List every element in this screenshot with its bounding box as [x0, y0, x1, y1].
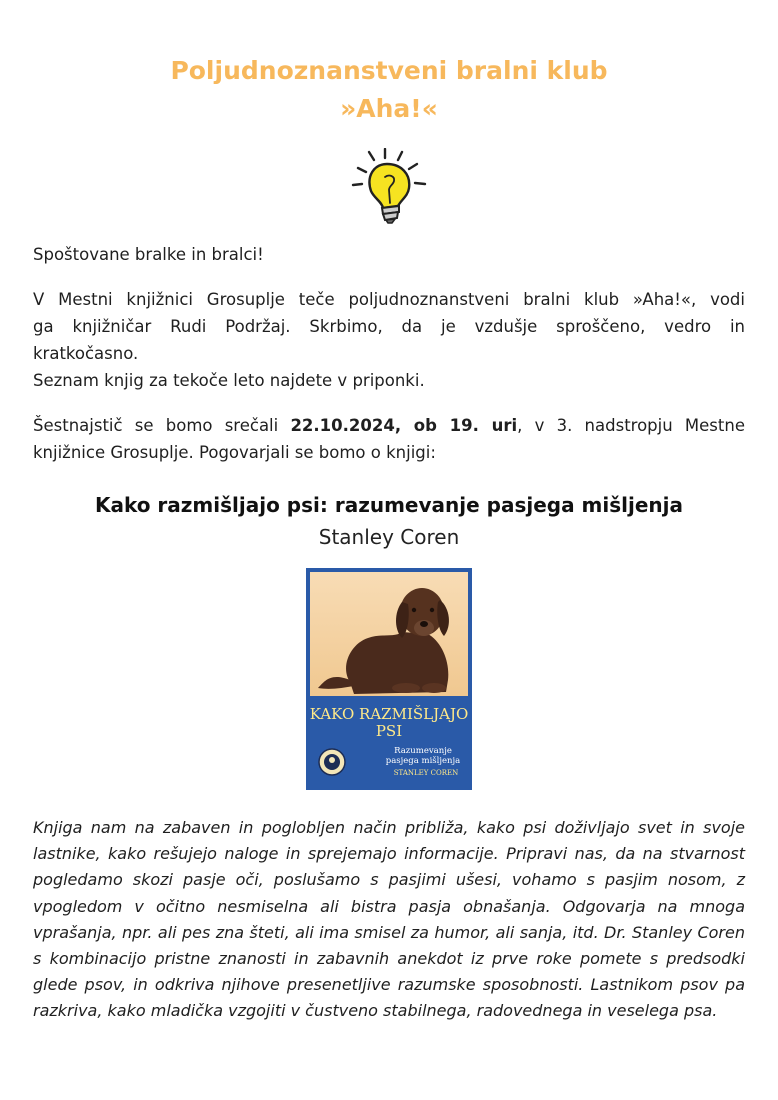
cover-title: [306, 706, 472, 740]
meeting-datetime: 22.10.2024, ob 19. uri: [290, 416, 518, 435]
book-description: Knjiga nam na zabaven in poglobljen način približa, kako psi doživljajo svet in svoje lastnike, kako rešujejo naloge in sprejemajo informacije. Pripravi nas, da na stvarnost pogledamo skozi pasje oči, poslušamo s pasjimi ušesi, vohamo s pasjim nosom, z vpogledom v očitno nesmiselna ali bistra pasja obnašanja. Odgovarja na mnoga vprašanja, npr. ali pes zna šteti, ali ima smisel za humor, ali sanja, itd. Dr. Stanley Coren s kombinacijo pristne znanosti in zabavnih anekdot iz prve roke pomete s predsodki glede psov, in odkriva njihove presenetljive razumske sposobnosti. Lastnikom psov pa razkriva, kako mladička vzgojiti v čustveno stabilnega, radovednega in veselega psa.: [33, 818, 745, 1021]
lightbulb-icon: [349, 148, 433, 224]
intro-paragraph: [33, 286, 745, 394]
cover-title-line-1: KAKO RAZMIŠLJAJO: [309, 705, 469, 723]
page-title-line-2: »Aha!«: [340, 94, 438, 123]
book-author: Stanley Coren: [318, 525, 460, 549]
cover-subtitle: [378, 746, 468, 766]
intro-line-1: V Mestni knjižnici Grosuplje teče poljudnoznanstveni bralni klub »Aha!«, vodi: [33, 290, 745, 309]
intro-line-3: kratkočasno.: [33, 344, 139, 363]
meeting-prefix: Šestnajstič se bomo srečali: [33, 416, 291, 435]
cover-subtitle-line-2: pasjega mišljenja: [385, 756, 461, 766]
publisher-seal-icon: [318, 748, 346, 776]
intro-line-4: Seznam knjig za tekoče leto najdete v priponki.: [33, 371, 425, 390]
meeting-line-1: [33, 412, 745, 439]
page-title-line-1: Poljudnoznanstveni bralni klub: [170, 56, 608, 85]
meeting-line-2: knjižnice Grosuplje. Pogovarjali se bomo o knjigi:: [33, 443, 436, 462]
cover-author: STANLEY COREN: [393, 769, 459, 777]
intro-line-2: ga knjižničar Rudi Podržaj. Skrbimo, da je vzdušje sproščeno, vedro in: [33, 317, 745, 336]
cover-dog-photo: [310, 572, 468, 696]
dog-illustration: [310, 572, 468, 696]
meeting-suffix: , v 3. nadstropju Mestne: [517, 416, 745, 435]
cover-subtitle-line-1: Razumevanje: [394, 746, 452, 756]
cover-title-line-2: PSI: [375, 722, 403, 740]
meeting-paragraph: [33, 412, 745, 466]
greeting: Spoštovane bralke in bralci!: [33, 245, 264, 264]
book-title: Kako razmišljajo psi: razumevanje pasjega mišljenja: [94, 493, 684, 517]
book-cover-image: [306, 568, 472, 790]
